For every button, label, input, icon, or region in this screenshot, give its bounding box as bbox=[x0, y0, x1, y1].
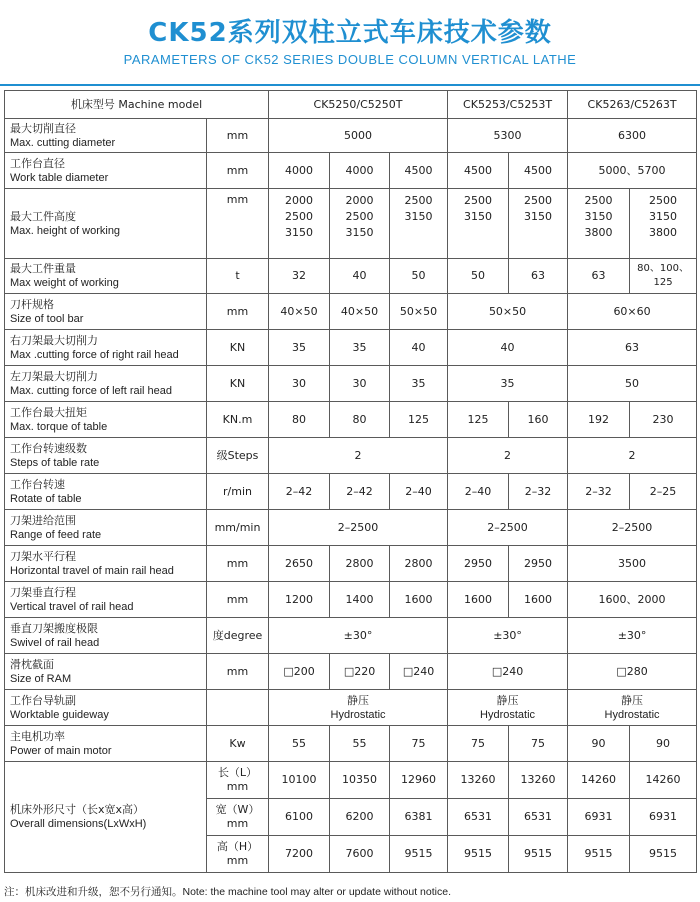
value-cell: 5000 bbox=[269, 119, 448, 153]
row-label: 最大工件高度 Max. height of working bbox=[5, 189, 207, 259]
unit-cell: t bbox=[207, 259, 269, 294]
value-cell: 7200 bbox=[269, 836, 330, 873]
value-cell: □200 bbox=[269, 654, 330, 690]
value-cell: 230 bbox=[630, 402, 697, 438]
unit-cell: mm bbox=[207, 153, 269, 189]
table-row bbox=[5, 189, 697, 259]
value-cell: 2500 3150 3800 bbox=[568, 189, 630, 259]
value-cell: 静压 Hydrostatic bbox=[448, 690, 568, 726]
table-row bbox=[5, 690, 697, 726]
value-cell: 9515 bbox=[630, 836, 697, 873]
unit-cell: mm bbox=[207, 654, 269, 690]
value-cell: 35 bbox=[330, 330, 390, 366]
value-cell: 30 bbox=[330, 366, 390, 402]
value-cell: 1600 bbox=[390, 582, 448, 618]
dim-width-label: 宽（W） mm bbox=[207, 799, 269, 836]
value-cell: 50 bbox=[448, 259, 509, 294]
value-cell: 35 bbox=[390, 366, 448, 402]
row-label: 垂直刀架搬度极限 Swivel of rail head bbox=[5, 618, 207, 654]
value-cell: 30 bbox=[269, 366, 330, 402]
value-cell: 50×50 bbox=[448, 294, 568, 330]
row-label: 工作台导轨副 Worktable guideway bbox=[5, 690, 207, 726]
header-group-2: CK5253/C5253T bbox=[448, 91, 568, 119]
table-row bbox=[5, 91, 697, 119]
value-cell: 2–40 bbox=[390, 474, 448, 510]
value-cell: 2–32 bbox=[509, 474, 568, 510]
value-cell: 63 bbox=[568, 259, 630, 294]
unit-cell: KN bbox=[207, 366, 269, 402]
value-cell: 2500 3150 bbox=[448, 189, 509, 259]
value-cell: 40×50 bbox=[330, 294, 390, 330]
value-cell: 6381 bbox=[390, 799, 448, 836]
row-label: 工作台直径 Work table diameter bbox=[5, 153, 207, 189]
value-cell: 35 bbox=[269, 330, 330, 366]
value-cell: 4000 bbox=[269, 153, 330, 189]
value-cell: 4500 bbox=[509, 153, 568, 189]
value-cell: □220 bbox=[330, 654, 390, 690]
value-cell: 125 bbox=[390, 402, 448, 438]
value-cell: 2 bbox=[269, 438, 448, 474]
value-cell: 35 bbox=[448, 366, 568, 402]
unit-cell: mm bbox=[207, 119, 269, 153]
value-cell: 2500 3150 bbox=[390, 189, 448, 259]
header-group-3: CK5263/C5263T bbox=[568, 91, 697, 119]
value-cell: 4000 bbox=[330, 153, 390, 189]
table-row bbox=[5, 654, 697, 690]
row-label: 工作台转速 Rotate of table bbox=[5, 474, 207, 510]
value-cell: 63 bbox=[509, 259, 568, 294]
row-label: 最大切削直径 Max. cutting diameter bbox=[5, 119, 207, 153]
value-cell: □240 bbox=[448, 654, 568, 690]
table-row bbox=[5, 330, 697, 366]
value-cell: 5000、5700 bbox=[568, 153, 697, 189]
dim-height-label: 高（H） mm bbox=[207, 836, 269, 873]
value-cell: 6100 bbox=[269, 799, 330, 836]
value-cell: 6931 bbox=[568, 799, 630, 836]
value-cell: 55 bbox=[269, 726, 330, 762]
unit-cell: KN.m bbox=[207, 402, 269, 438]
value-cell: 10100 bbox=[269, 762, 330, 799]
header-group-1: CK5250/C5250T bbox=[269, 91, 448, 119]
value-cell: 14260 bbox=[568, 762, 630, 799]
table-row bbox=[5, 438, 697, 474]
value-cell: 2–2500 bbox=[269, 510, 448, 546]
unit-cell: mm/min bbox=[207, 510, 269, 546]
value-cell: 2 bbox=[448, 438, 568, 474]
row-label: 最大工件重量 Max weight of working bbox=[5, 259, 207, 294]
value-cell: 50 bbox=[390, 259, 448, 294]
value-cell: 13260 bbox=[448, 762, 509, 799]
row-label: 左刀架最大切削力 Max. cutting force of left rail head bbox=[5, 366, 207, 402]
table-row bbox=[5, 474, 697, 510]
table-row bbox=[5, 582, 697, 618]
row-label: 刀杆规格 Size of tool bar bbox=[5, 294, 207, 330]
table-row bbox=[5, 153, 697, 189]
unit-cell: mm bbox=[207, 582, 269, 618]
value-cell: 75 bbox=[448, 726, 509, 762]
row-label: 工作台最大扭矩 Max. torque of table bbox=[5, 402, 207, 438]
table-row bbox=[5, 119, 697, 153]
table-row bbox=[5, 726, 697, 762]
value-cell: 2–42 bbox=[330, 474, 390, 510]
value-cell: 1600、2000 bbox=[568, 582, 697, 618]
value-cell: 75 bbox=[390, 726, 448, 762]
value-cell: 14260 bbox=[630, 762, 697, 799]
value-cell: 2–40 bbox=[448, 474, 509, 510]
unit-cell: mm bbox=[207, 294, 269, 330]
value-cell: 50×50 bbox=[390, 294, 448, 330]
value-cell: 9515 bbox=[568, 836, 630, 873]
value-cell: 90 bbox=[630, 726, 697, 762]
value-cell: 2800 bbox=[330, 546, 390, 582]
table-row bbox=[5, 366, 697, 402]
value-cell: 4500 bbox=[390, 153, 448, 189]
value-cell: 1200 bbox=[269, 582, 330, 618]
unit-cell: Kw bbox=[207, 726, 269, 762]
value-cell: 静压 Hydrostatic bbox=[269, 690, 448, 726]
table-row bbox=[5, 259, 697, 294]
value-cell: 160 bbox=[509, 402, 568, 438]
row-label: 滑枕截面 Size of RAM bbox=[5, 654, 207, 690]
value-cell: 40 bbox=[330, 259, 390, 294]
value-cell: 4500 bbox=[448, 153, 509, 189]
value-cell: 6531 bbox=[509, 799, 568, 836]
value-cell: 9515 bbox=[509, 836, 568, 873]
value-cell: ±30° bbox=[269, 618, 448, 654]
value-cell: 6931 bbox=[630, 799, 697, 836]
value-cell: 2800 bbox=[390, 546, 448, 582]
header-model-label: 机床型号 Machine model bbox=[5, 91, 269, 119]
page-subtitle: PARAMETERS OF CK52 SERIES DOUBLE COLUMN VERTICAL LATHE bbox=[123, 52, 577, 67]
spec-table bbox=[4, 90, 697, 873]
value-cell: 1400 bbox=[330, 582, 390, 618]
table-row bbox=[5, 762, 697, 799]
value-cell: 40 bbox=[448, 330, 568, 366]
value-cell: ±30° bbox=[448, 618, 568, 654]
value-cell: 静压 Hydrostatic bbox=[568, 690, 697, 726]
value-cell: 6300 bbox=[568, 119, 697, 153]
unit-cell: mm bbox=[207, 546, 269, 582]
value-cell: 9515 bbox=[390, 836, 448, 873]
table-row bbox=[5, 546, 697, 582]
value-cell: 50 bbox=[568, 366, 697, 402]
value-cell: ±30° bbox=[568, 618, 697, 654]
row-label: 主电机功率 Power of main motor bbox=[5, 726, 207, 762]
value-cell: 2–2500 bbox=[568, 510, 697, 546]
value-cell: 5300 bbox=[448, 119, 568, 153]
row-label: 右刀架最大切削力 Max .cutting force of right rail head bbox=[5, 330, 207, 366]
row-label: 刀架垂直行程 Vertical travel of rail head bbox=[5, 582, 207, 618]
value-cell: 2650 bbox=[269, 546, 330, 582]
value-cell: □240 bbox=[390, 654, 448, 690]
row-label: 刀架水平行程 Horizontal travel of main rail head bbox=[5, 546, 207, 582]
value-cell: 75 bbox=[509, 726, 568, 762]
value-cell: 6200 bbox=[330, 799, 390, 836]
footnote bbox=[4, 884, 451, 899]
row-label: 工作台转速级数 Steps of table rate bbox=[5, 438, 207, 474]
value-cell: 80 bbox=[269, 402, 330, 438]
value-cell: 1600 bbox=[509, 582, 568, 618]
value-cell: 40 bbox=[390, 330, 448, 366]
value-cell: 40×50 bbox=[269, 294, 330, 330]
value-cell: 1600 bbox=[448, 582, 509, 618]
value-cell: 60×60 bbox=[568, 294, 697, 330]
value-cell: 2500 3150 3800 bbox=[630, 189, 697, 259]
value-cell: 2500 3150 bbox=[509, 189, 568, 259]
value-cell: 2000 2500 3150 bbox=[330, 189, 390, 259]
unit-cell: mm bbox=[207, 189, 269, 259]
value-cell: 125 bbox=[448, 402, 509, 438]
value-cell: 10350 bbox=[330, 762, 390, 799]
dim-length-label: 长（L） mm bbox=[207, 762, 269, 799]
value-cell: 12960 bbox=[390, 762, 448, 799]
value-cell: □280 bbox=[568, 654, 697, 690]
value-cell: 13260 bbox=[509, 762, 568, 799]
value-cell: 80 bbox=[330, 402, 390, 438]
unit-cell: r/min bbox=[207, 474, 269, 510]
value-cell: 2000 2500 3150 bbox=[269, 189, 330, 259]
title-divider bbox=[0, 84, 700, 86]
value-cell: 2950 bbox=[448, 546, 509, 582]
unit-cell: KN bbox=[207, 330, 269, 366]
row-label: 机床外形尺寸（长x宽x高） Overall dimensions(LxWxH) bbox=[5, 762, 207, 873]
value-cell: 2–32 bbox=[568, 474, 630, 510]
value-cell: 2–42 bbox=[269, 474, 330, 510]
value-cell: 9515 bbox=[448, 836, 509, 873]
value-cell: 2–2500 bbox=[448, 510, 568, 546]
value-cell: 80、100、125 bbox=[630, 259, 697, 294]
value-cell: 6531 bbox=[448, 799, 509, 836]
value-cell: 2–25 bbox=[630, 474, 697, 510]
value-cell: 7600 bbox=[330, 836, 390, 873]
value-cell: 32 bbox=[269, 259, 330, 294]
unit-cell: 度degree bbox=[207, 618, 269, 654]
value-cell: 63 bbox=[568, 330, 697, 366]
value-cell: 192 bbox=[568, 402, 630, 438]
value-cell: 2 bbox=[568, 438, 697, 474]
table-row bbox=[5, 294, 697, 330]
table-row bbox=[5, 618, 697, 654]
value-cell: 90 bbox=[568, 726, 630, 762]
unit-cell: 级Steps bbox=[207, 438, 269, 474]
page-title: CK52系列双柱立式车床技术参数 bbox=[148, 18, 552, 48]
table-row bbox=[5, 510, 697, 546]
footnote-en: Note: the machine tool may alter or update without notice. bbox=[182, 886, 451, 898]
unit-cell bbox=[207, 690, 269, 726]
value-cell: 2950 bbox=[509, 546, 568, 582]
value-cell: 55 bbox=[330, 726, 390, 762]
footnote-cn: 注：机床改进和升级，恕不另行通知。 bbox=[4, 886, 183, 898]
row-label: 刀架进给范围 Range of feed rate bbox=[5, 510, 207, 546]
value-cell: 3500 bbox=[568, 546, 697, 582]
table-row bbox=[5, 402, 697, 438]
